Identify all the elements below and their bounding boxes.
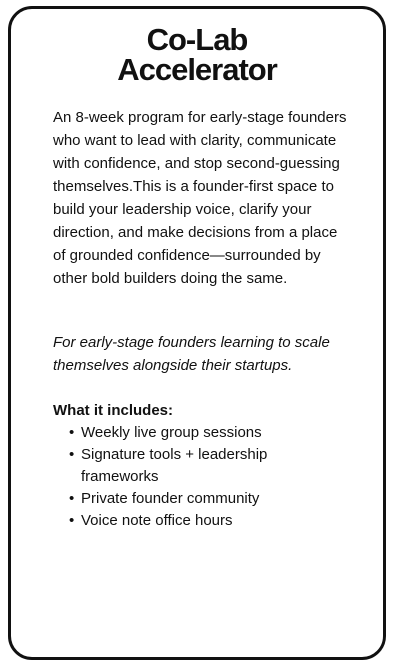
- includes-list: [69, 422, 349, 532]
- includes-item-label: Signature tools + leadership frameworks: [81, 446, 268, 485]
- includes-list-item: [69, 510, 349, 532]
- includes-list-item: [69, 488, 349, 510]
- bullet-icon: •: [69, 424, 75, 441]
- bullet-icon: •: [69, 490, 75, 507]
- program-title: [11, 22, 383, 87]
- includes-item-label: Voice note office hours: [81, 512, 233, 529]
- program-title-line-2: Accelerator: [117, 52, 277, 87]
- includes-list-item: [69, 422, 349, 444]
- includes-item-label: Private founder community: [81, 490, 260, 507]
- bullet-icon: •: [69, 512, 75, 529]
- bullet-icon: •: [69, 446, 75, 463]
- includes-heading: What it includes:: [53, 402, 173, 419]
- includes-list-item: [69, 444, 349, 488]
- includes-item-label: Weekly live group sessions: [81, 424, 262, 441]
- program-description: An 8-week program for early-stage founders who want to lead with clarity, communicate with confidence, and stop second-guessing themselves.This is a founder-first space to build your leadership voice, clarify your direction, and make decisions from a place of grounded confidence—surrounded by other bold builders doing the same.: [53, 109, 347, 287]
- program-card: [8, 6, 386, 660]
- program-tagline: For early-stage founders learning to scale themselves alongside their startups.: [53, 334, 330, 374]
- program-title-line-1: Co-Lab: [146, 22, 248, 57]
